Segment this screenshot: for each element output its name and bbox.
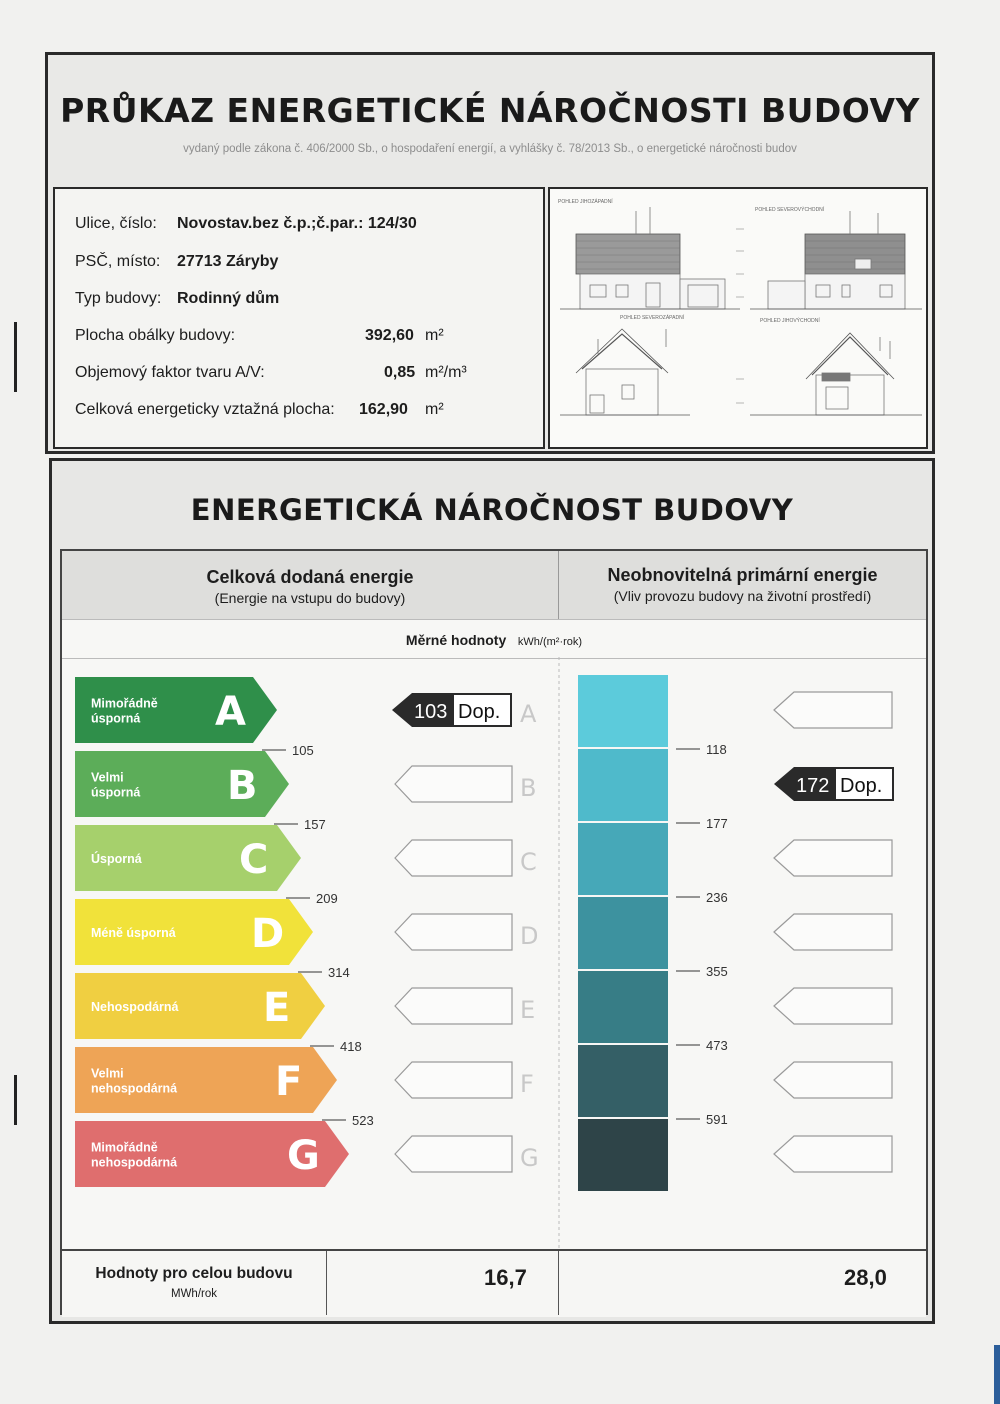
type-label: Typ budovy: bbox=[75, 290, 162, 307]
right-threshold-value: 236 bbox=[706, 890, 728, 905]
class-pointer-slot-right bbox=[774, 988, 892, 1024]
primary-energy-bar-e bbox=[578, 971, 668, 1043]
class-ghost-letter: G bbox=[520, 1144, 539, 1172]
elevations-svg bbox=[550, 189, 926, 447]
class-letter-b: B bbox=[227, 763, 258, 809]
building-elevations-drawing bbox=[548, 187, 928, 449]
energy-performance-section bbox=[49, 458, 935, 1324]
right-marker-label: Dop. bbox=[840, 775, 883, 797]
reference-area-unit: m² bbox=[425, 401, 444, 418]
class-ghost-letter: C bbox=[520, 848, 537, 876]
shape-factor-value: 0,85 bbox=[384, 364, 416, 381]
primary-energy-title: Neobnovitelná primární energie bbox=[607, 565, 878, 585]
shape-factor-unit: m²/m³ bbox=[425, 364, 467, 381]
class-ghost-letter: D bbox=[520, 922, 539, 950]
class-letter-c: C bbox=[239, 837, 269, 883]
envelope-row bbox=[75, 327, 515, 347]
class-letter-e: E bbox=[263, 985, 291, 1031]
city-label: PSČ, místo: bbox=[75, 253, 161, 270]
specific-values-row bbox=[62, 619, 926, 659]
delivered-energy-subtitle: (Energie na vstupu do budovy) bbox=[214, 590, 406, 606]
class-ghost-letter: E bbox=[520, 996, 536, 1024]
footer-divider bbox=[558, 1251, 559, 1315]
class-letter-g: G bbox=[287, 1133, 320, 1179]
city-row bbox=[75, 253, 279, 271]
right-threshold-value: 591 bbox=[706, 1112, 728, 1127]
legal-subtitle: vydaný podle zákona č. 406/2000 Sb., o hospodaření energií, a vyhlášky č. 78/2013 Sb., o energetické náročnosti budov bbox=[183, 143, 797, 155]
class-letter-a: A bbox=[215, 689, 246, 735]
class-name-g: Mimořádně bbox=[91, 1140, 158, 1155]
primary-energy-bar-d bbox=[578, 897, 668, 969]
street-label: Ulice, číslo: bbox=[75, 215, 157, 232]
reference-area-value: 162,90 bbox=[359, 401, 408, 418]
class-name-b: úsporná bbox=[91, 785, 141, 800]
left-threshold-value: 314 bbox=[328, 965, 350, 980]
class-pointer-slot-left bbox=[395, 1062, 512, 1098]
left-marker-label: Dop. bbox=[458, 701, 501, 723]
energy-rating-table bbox=[60, 549, 928, 1315]
street-row bbox=[75, 215, 417, 233]
right-threshold-value: 473 bbox=[706, 1038, 728, 1053]
primary-energy-header bbox=[559, 551, 926, 619]
class-pointer-slot-left bbox=[395, 840, 512, 876]
right-marker-value: 172 bbox=[796, 775, 830, 797]
reference-area-label: Celková energeticky vztažná plocha: bbox=[75, 401, 335, 418]
level-markers bbox=[736, 229, 744, 403]
elevation-southwest bbox=[560, 207, 740, 309]
class-name-d: Méně úsporná bbox=[91, 926, 176, 940]
class-name-a: úsporná bbox=[91, 711, 141, 726]
class-pointer-slot-right bbox=[774, 1062, 892, 1098]
class-pointer-slot-right bbox=[774, 914, 892, 950]
elevation-northwest bbox=[560, 329, 690, 415]
energy-scale-chart bbox=[62, 657, 926, 1249]
page-edge bbox=[994, 1345, 1000, 1404]
binding-mark bbox=[14, 1075, 17, 1125]
class-ghost-letter: F bbox=[520, 1070, 534, 1098]
class-name-a: Mimořádně bbox=[91, 696, 158, 711]
reference-area-row bbox=[75, 401, 515, 421]
binding-mark bbox=[14, 322, 17, 392]
class-ghost-letter: B bbox=[520, 774, 537, 802]
delivered-energy-total: 16,7 bbox=[484, 1265, 527, 1290]
left-marker-value: 103 bbox=[414, 701, 448, 723]
delivered-energy-header bbox=[62, 551, 559, 619]
view-label: POHLED SEVEROVÝCHODNÍ bbox=[755, 207, 825, 213]
class-letter-d: D bbox=[251, 911, 285, 957]
class-pointer-slot-left bbox=[395, 1136, 512, 1172]
energy-section-title: ENERGETICKÁ NÁROČNOST BUDOVY bbox=[190, 493, 794, 527]
class-pointer-slot-left bbox=[395, 766, 512, 802]
primary-energy-bar-g bbox=[578, 1119, 668, 1191]
primary-energy-subtitle: (Vliv provozu budovy na životní prostředí) bbox=[613, 588, 872, 604]
class-pointer-slot-left bbox=[395, 914, 512, 950]
view-label: POHLED JIHOZÁPADNÍ bbox=[558, 199, 613, 205]
class-pointer-slot-left bbox=[395, 988, 512, 1024]
class-pointer-slot-right bbox=[774, 1136, 892, 1172]
specific-values-unit: kWh/(m²·rok) bbox=[517, 636, 583, 648]
whole-building-unit: MWh/rok bbox=[171, 1288, 217, 1300]
primary-energy-bar-b bbox=[578, 749, 668, 821]
view-label: POHLED SEVEROZÁPADNÍ bbox=[620, 315, 685, 321]
page-title: PRŮKAZ ENERGETICKÉ NÁROČNOSTI BUDOVY bbox=[60, 91, 920, 130]
view-label: POHLED JIHOVÝCHODNÍ bbox=[760, 318, 820, 324]
class-name-g: nehospodárná bbox=[91, 1155, 178, 1170]
street-value: Novostav.bez č.p.;č.par.: 124/30 bbox=[177, 215, 417, 232]
left-threshold-value: 523 bbox=[352, 1113, 374, 1128]
delivered-energy-title: Celková dodaná energie bbox=[206, 567, 414, 587]
envelope-unit: m² bbox=[425, 327, 444, 344]
class-ghost-letter: A bbox=[520, 700, 537, 728]
left-threshold-value: 209 bbox=[316, 891, 338, 906]
class-name-f: nehospodárná bbox=[91, 1081, 178, 1096]
type-row bbox=[75, 290, 280, 308]
elevation-southeast bbox=[750, 333, 922, 415]
right-threshold-value: 177 bbox=[706, 816, 728, 831]
primary-energy-bar-a bbox=[578, 675, 668, 747]
whole-building-label-cell bbox=[62, 1251, 327, 1315]
class-name-c: Úsporná bbox=[91, 852, 142, 866]
class-name-b: Velmi bbox=[91, 770, 124, 785]
certificate-header bbox=[45, 52, 935, 454]
class-name-e: Nehospodárná bbox=[91, 1000, 179, 1014]
left-threshold-value: 157 bbox=[304, 817, 326, 832]
whole-building-values-row bbox=[62, 1249, 926, 1317]
left-threshold-value: 418 bbox=[340, 1039, 362, 1054]
primary-energy-bar-f bbox=[578, 1045, 668, 1117]
class-pointer-slot-right bbox=[774, 840, 892, 876]
envelope-label: Plocha obálky budovy: bbox=[75, 327, 236, 344]
elevation-northeast bbox=[750, 211, 922, 309]
type-value: Rodinný dům bbox=[177, 290, 280, 307]
city-value: 27713 Záryby bbox=[177, 253, 279, 270]
shape-factor-row bbox=[75, 364, 515, 384]
shape-factor-label: Objemový faktor tvaru A/V: bbox=[75, 364, 265, 381]
primary-energy-total: 28,0 bbox=[844, 1265, 887, 1290]
class-pointer-slot-right bbox=[774, 692, 892, 728]
primary-energy-bar-c bbox=[578, 823, 668, 895]
specific-values-label: Měrné hodnoty bbox=[405, 632, 507, 648]
envelope-value: 392,60 bbox=[365, 327, 414, 344]
left-threshold-value: 105 bbox=[292, 743, 314, 758]
class-name-f: Velmi bbox=[91, 1066, 124, 1081]
right-threshold-value: 118 bbox=[706, 742, 727, 757]
class-letter-f: F bbox=[275, 1059, 303, 1105]
right-threshold-value: 355 bbox=[706, 964, 728, 979]
building-info bbox=[53, 187, 545, 449]
whole-building-label: Hodnoty pro celou budovu bbox=[95, 1265, 293, 1282]
